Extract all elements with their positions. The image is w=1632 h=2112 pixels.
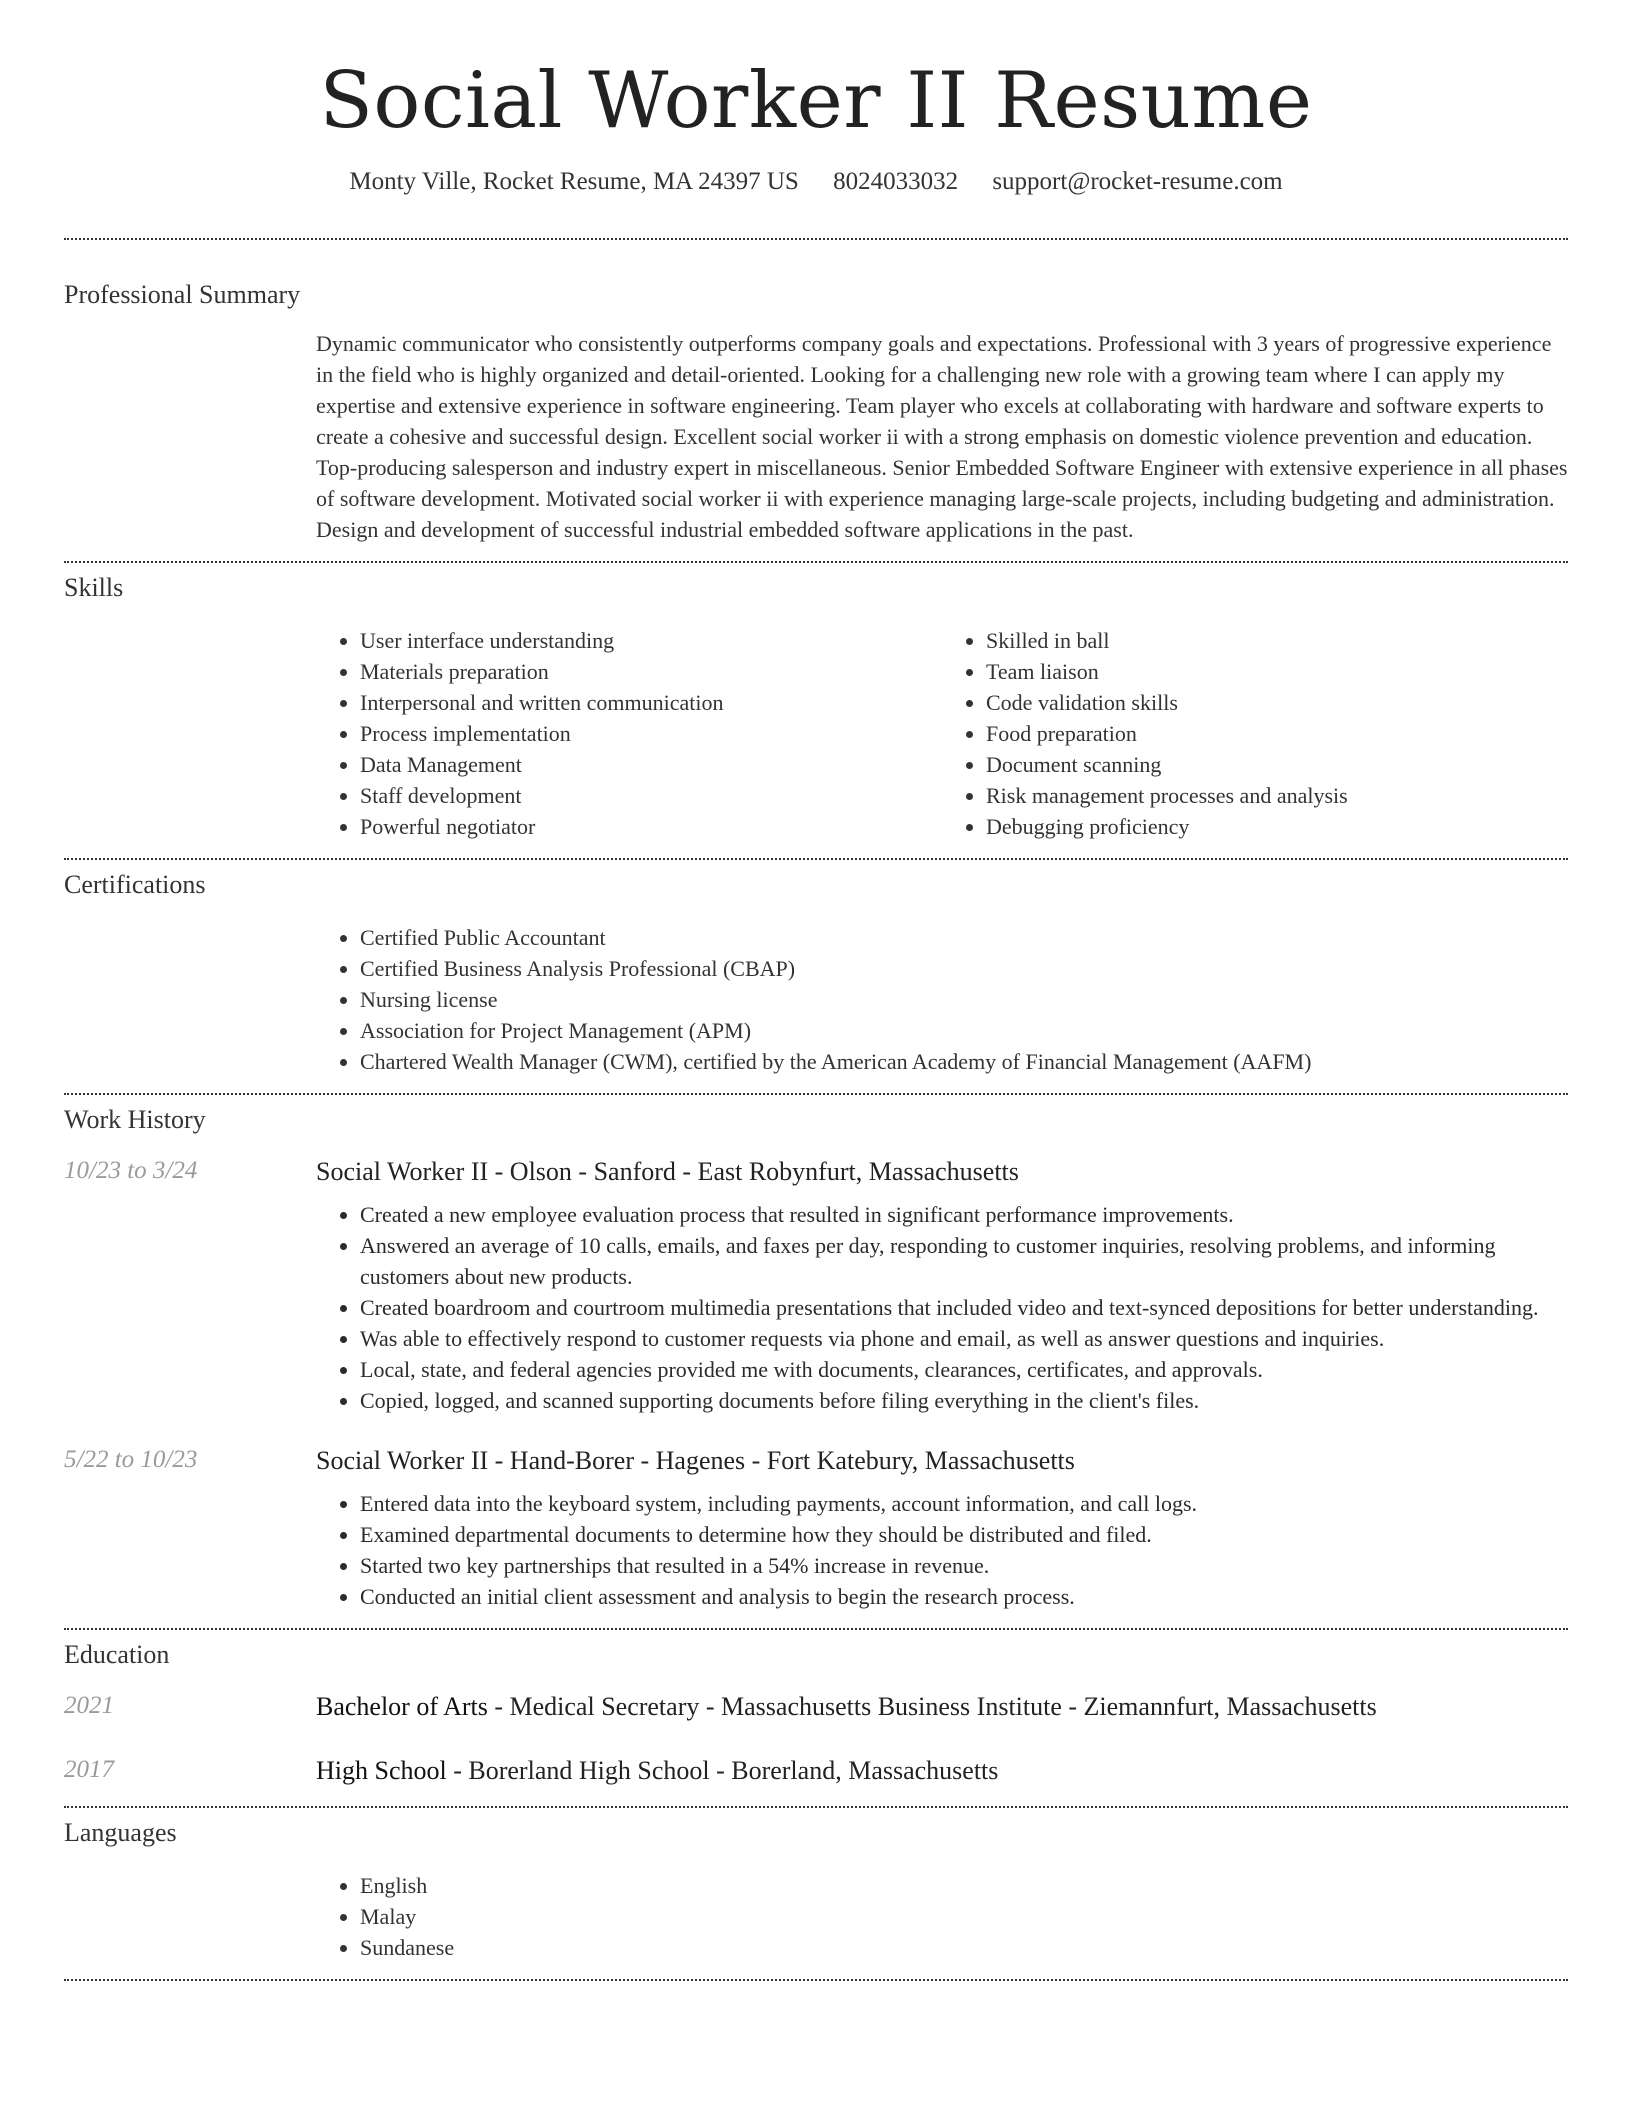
skills-columns xyxy=(316,625,1568,842)
list-item: • Team liaison xyxy=(986,656,1568,687)
list-item: • Created boardroom and courtroom multimedia presentations that included video and text-synced depositions for better understanding. xyxy=(360,1292,1568,1323)
list-item: • Food preparation xyxy=(986,718,1568,749)
education-entry xyxy=(64,1756,1568,1786)
education-heading: Education xyxy=(64,1640,170,1669)
list-item: • Interpersonal and written communication xyxy=(360,687,942,718)
skills-section xyxy=(64,563,1568,842)
work-section xyxy=(64,1095,1568,1612)
languages-list xyxy=(316,1870,1568,1963)
languages-section xyxy=(64,1808,1568,1963)
summary-heading: Professional Summary xyxy=(64,280,301,309)
list-item: • Examined departmental documents to determine how they should be distributed and filed. xyxy=(360,1519,1568,1550)
list-item: • Materials preparation xyxy=(360,656,942,687)
list-item: • Association for Project Management (APM) xyxy=(360,1015,1568,1046)
list-item: • Entered data into the keyboard system, including payments, account information, and call logs. xyxy=(360,1488,1568,1519)
languages-body xyxy=(316,1870,1568,1963)
education-entry xyxy=(64,1692,1568,1722)
education-school: - Medical Secretary - Massachusetts Business Institute - Ziemannfurt, Massachusetts xyxy=(487,1692,1377,1721)
list-item: • Code validation skills xyxy=(986,687,1568,718)
languages-heading: Languages xyxy=(64,1818,177,1847)
job-details xyxy=(316,1157,1568,1416)
contact-phone: 8024033032 xyxy=(833,168,959,195)
job-entry xyxy=(64,1157,1568,1416)
contact-email: support@rocket-resume.com xyxy=(992,168,1283,195)
list-item: • Started two key partnerships that resulted in a 54% increase in revenue. xyxy=(360,1550,1568,1581)
skills-body xyxy=(316,625,1568,842)
education-section xyxy=(64,1630,1568,1786)
list-item: • Process implementation xyxy=(360,718,942,749)
education-title xyxy=(316,1756,1568,1786)
summary-body xyxy=(316,328,1568,545)
list-item: • Chartered Wealth Manager (CWM), certified by the American Academy of Financial Management (AAFM) xyxy=(360,1046,1568,1077)
list-item: • Copied, logged, and scanned supporting documents before filing everything in the client's files. xyxy=(360,1385,1568,1416)
job-title: Social Worker II - Hand-Borer - Hagenes - Fort Katebury, Massachusetts xyxy=(316,1446,1075,1475)
contact-line xyxy=(64,168,1568,196)
list-item: • Data Management xyxy=(360,749,942,780)
resume-page xyxy=(64,0,1568,1981)
list-item: • Local, state, and federal agencies provided me with documents, clearances, certificates, and approvals. xyxy=(360,1354,1568,1385)
certifications-section xyxy=(64,860,1568,1077)
education-details xyxy=(316,1692,1568,1722)
list-item: • Certified Public Accountant xyxy=(360,922,1568,953)
work-heading: Work History xyxy=(64,1105,206,1134)
education-title xyxy=(316,1692,1568,1722)
education-school: - Borerland High School - Borerland, Massachusetts xyxy=(446,1756,999,1785)
list-item: • Debugging proficiency xyxy=(986,811,1568,842)
list-item: • Skilled in ball xyxy=(986,625,1568,656)
list-item: • Staff development xyxy=(360,780,942,811)
section-divider xyxy=(64,1979,1568,1981)
education-degree: High School xyxy=(316,1756,447,1785)
contact-address: Monty Ville, Rocket Resume, MA 24397 US xyxy=(349,168,799,195)
summary-text: Dynamic communicator who consistently outperforms company goals and expectations. Professional with 3 years of progressive experience in the field who is highly organized and detail-oriented. Looking for a challenging new role with a growing team where I can apply my expertise and extensive experience in software engineering. Team player who excels at collaborating with hardware and software experts to create a cohesive and successful design. Excellent social worker ii with a strong emphasis on domestic violence prevention and education. Top-producing salesperson and industry expert in miscellaneous. Senior Embedded Software Engineer with extensive experience in all phases of software development. Motivated social worker ii with experience managing large-scale projects, including budgeting and administration. Design and development of successful industrial embedded software applications in the past. xyxy=(316,331,1568,542)
list-item: • English xyxy=(360,1870,1568,1901)
list-item: • Sundanese xyxy=(360,1932,1568,1963)
education-year: 2021 xyxy=(64,1692,114,1719)
list-item: • Was able to effectively respond to customer requests via phone and email, as well as answer questions and inquiries. xyxy=(360,1323,1568,1354)
education-details xyxy=(316,1756,1568,1786)
summary-section xyxy=(64,240,1568,545)
skills-list-left xyxy=(316,625,942,842)
list-item: • Risk management processes and analysis xyxy=(986,780,1568,811)
education-degree: Bachelor of Arts xyxy=(316,1692,488,1721)
certifications-body xyxy=(316,922,1568,1077)
job-entry xyxy=(64,1446,1568,1612)
list-item: • Document scanning xyxy=(986,749,1568,780)
list-item: • Answered an average of 10 calls, emails, and faxes per day, responding to customer inquiries, resolving problems, and informing customers about new products. xyxy=(360,1230,1568,1292)
job-bullets xyxy=(316,1199,1568,1416)
certifications-heading: Certifications xyxy=(64,870,206,899)
skills-list-right xyxy=(942,625,1568,842)
resume-title: Social Worker II Resume xyxy=(319,56,1313,146)
list-item: • Malay xyxy=(360,1901,1568,1932)
list-item: • Conducted an initial client assessment and analysis to begin the research process. xyxy=(360,1581,1568,1612)
job-title: Social Worker II - Olson - Sanford - East Robynfurt, Massachusetts xyxy=(316,1157,1019,1186)
education-year: 2017 xyxy=(64,1756,114,1783)
job-details xyxy=(316,1446,1568,1612)
skills-heading: Skills xyxy=(64,573,124,602)
list-item: • Powerful negotiator xyxy=(360,811,942,842)
list-item: • Created a new employee evaluation process that resulted in significant performance improvements. xyxy=(360,1199,1568,1230)
list-item: • Nursing license xyxy=(360,984,1568,1015)
job-dates: 5/22 to 10/23 xyxy=(64,1446,198,1473)
list-item: • Certified Business Analysis Professional (CBAP) xyxy=(360,953,1568,984)
list-item: • User interface understanding xyxy=(360,625,942,656)
job-bullets xyxy=(316,1488,1568,1612)
certifications-list xyxy=(316,922,1568,1077)
job-dates: 10/23 to 3/24 xyxy=(64,1157,198,1184)
